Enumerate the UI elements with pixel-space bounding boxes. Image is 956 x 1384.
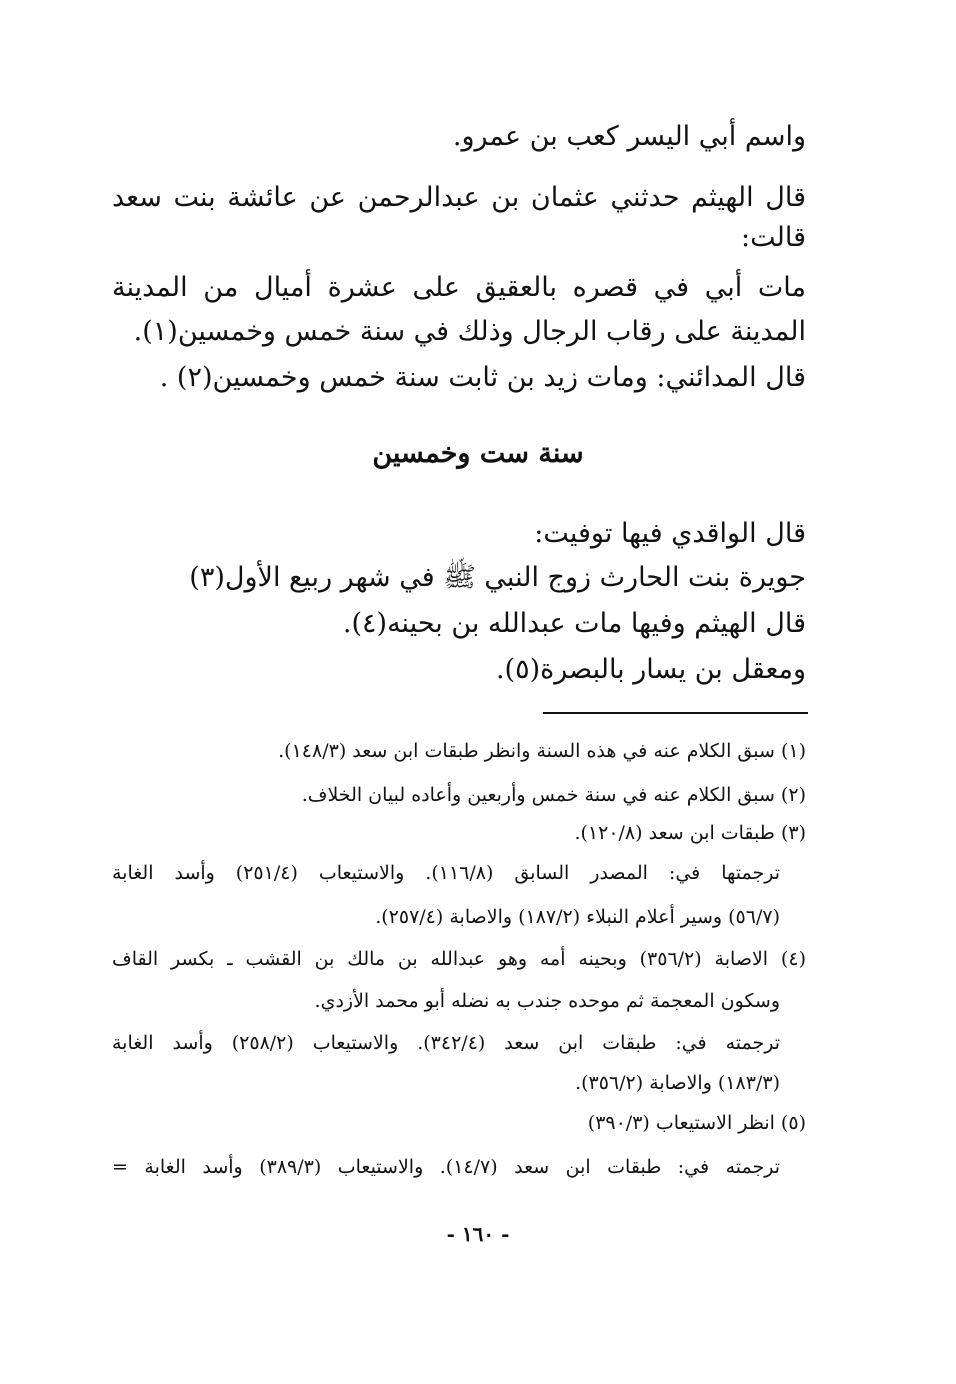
body-line-2: قال الهيثم حدثني عثمان بن عبدالرحمن عن عائشة بنت سعد: [112, 182, 806, 213]
footnote-divider: [543, 712, 808, 714]
body-line-6: قال المدائني: ومات زيد بن ثابت سنة خمس وخمسين(٢) .: [159, 362, 806, 393]
body-line-3: قالت:: [741, 222, 806, 253]
body-line-8: جويرة بنت الحارث زوج النبي ﷺ في شهر ربيع الأول(٣): [189, 562, 806, 593]
footnote-3: (٣) طبقات ابن سعد (١٢٠/٨).: [574, 822, 806, 844]
footnote-4: (٤) الاصابة (٣٥٦/٢) وبحينه أمه وهو عبدالله بن مالك بن القشب ـ بكسر القاف: [112, 948, 806, 970]
footnote-4-line-2: وسكون المعجمة ثم موحده جندب به نضله أبو محمد الأزدي.: [314, 990, 780, 1012]
body-line-7: قال الواقدي فيها توفيت:: [534, 518, 806, 549]
footnote-1: (١) سبق الكلام عنه في هذه السنة وانظر طبقات ابن سعد (١٤٨/٣).: [278, 740, 806, 762]
footnote-2: (٢) سبق الكلام عنه في سنة خمس وأربعين وأعاده لبيان الخلاف.: [301, 784, 806, 806]
page-number: - ١٦٠ -: [446, 1222, 510, 1246]
body-line-10: ومعقل بن يسار بالبصرة(٥).: [495, 654, 806, 685]
section-heading: سنة ست وخمسين: [372, 438, 584, 469]
footnote-5: (٥) انظر الاستيعاب (٣٩٠/٣): [587, 1112, 806, 1134]
body-line-9: قال الهيثم وفيها مات عبدالله بن بحينه(٤).: [342, 608, 806, 639]
footnote-5-line-2: ترجمته في: طبقات ابن سعد (١٤/٧). والاستيعاب (٣٨٩/٣) وأسد الغابة =: [112, 1156, 780, 1178]
body-line-1: واسم أبي اليسر كعب بن عمرو.: [452, 121, 806, 152]
footnote-4-line-4: (١٨٣/٣) والاصابة (٣٥٦/٢).: [575, 1072, 780, 1094]
body-line-4: مات أبي في قصره بالعقيق على عشرة أميال من المدينة: [112, 272, 806, 303]
body-line-5: المدينة على رقاب الرجال وذلك في سنة خمس وخمسين(١).: [133, 316, 806, 347]
footnote-3-line-2: ترجمتها في: المصدر السابق (١١٦/٨). والاستيعاب (٢٥١/٤) وأسد الغابة: [112, 862, 780, 884]
footnote-3-line-3: (٥٦/٧) وسير أعلام النبلاء (١٨٧/٢) والاصابة (٢٥٧/٤).: [375, 906, 780, 928]
footnote-4-line-3: ترجمته في: طبقات ابن سعد (٣٤٢/٤). والاستيعاب (٢٥٨/٢) وأسد الغابة: [112, 1032, 780, 1054]
